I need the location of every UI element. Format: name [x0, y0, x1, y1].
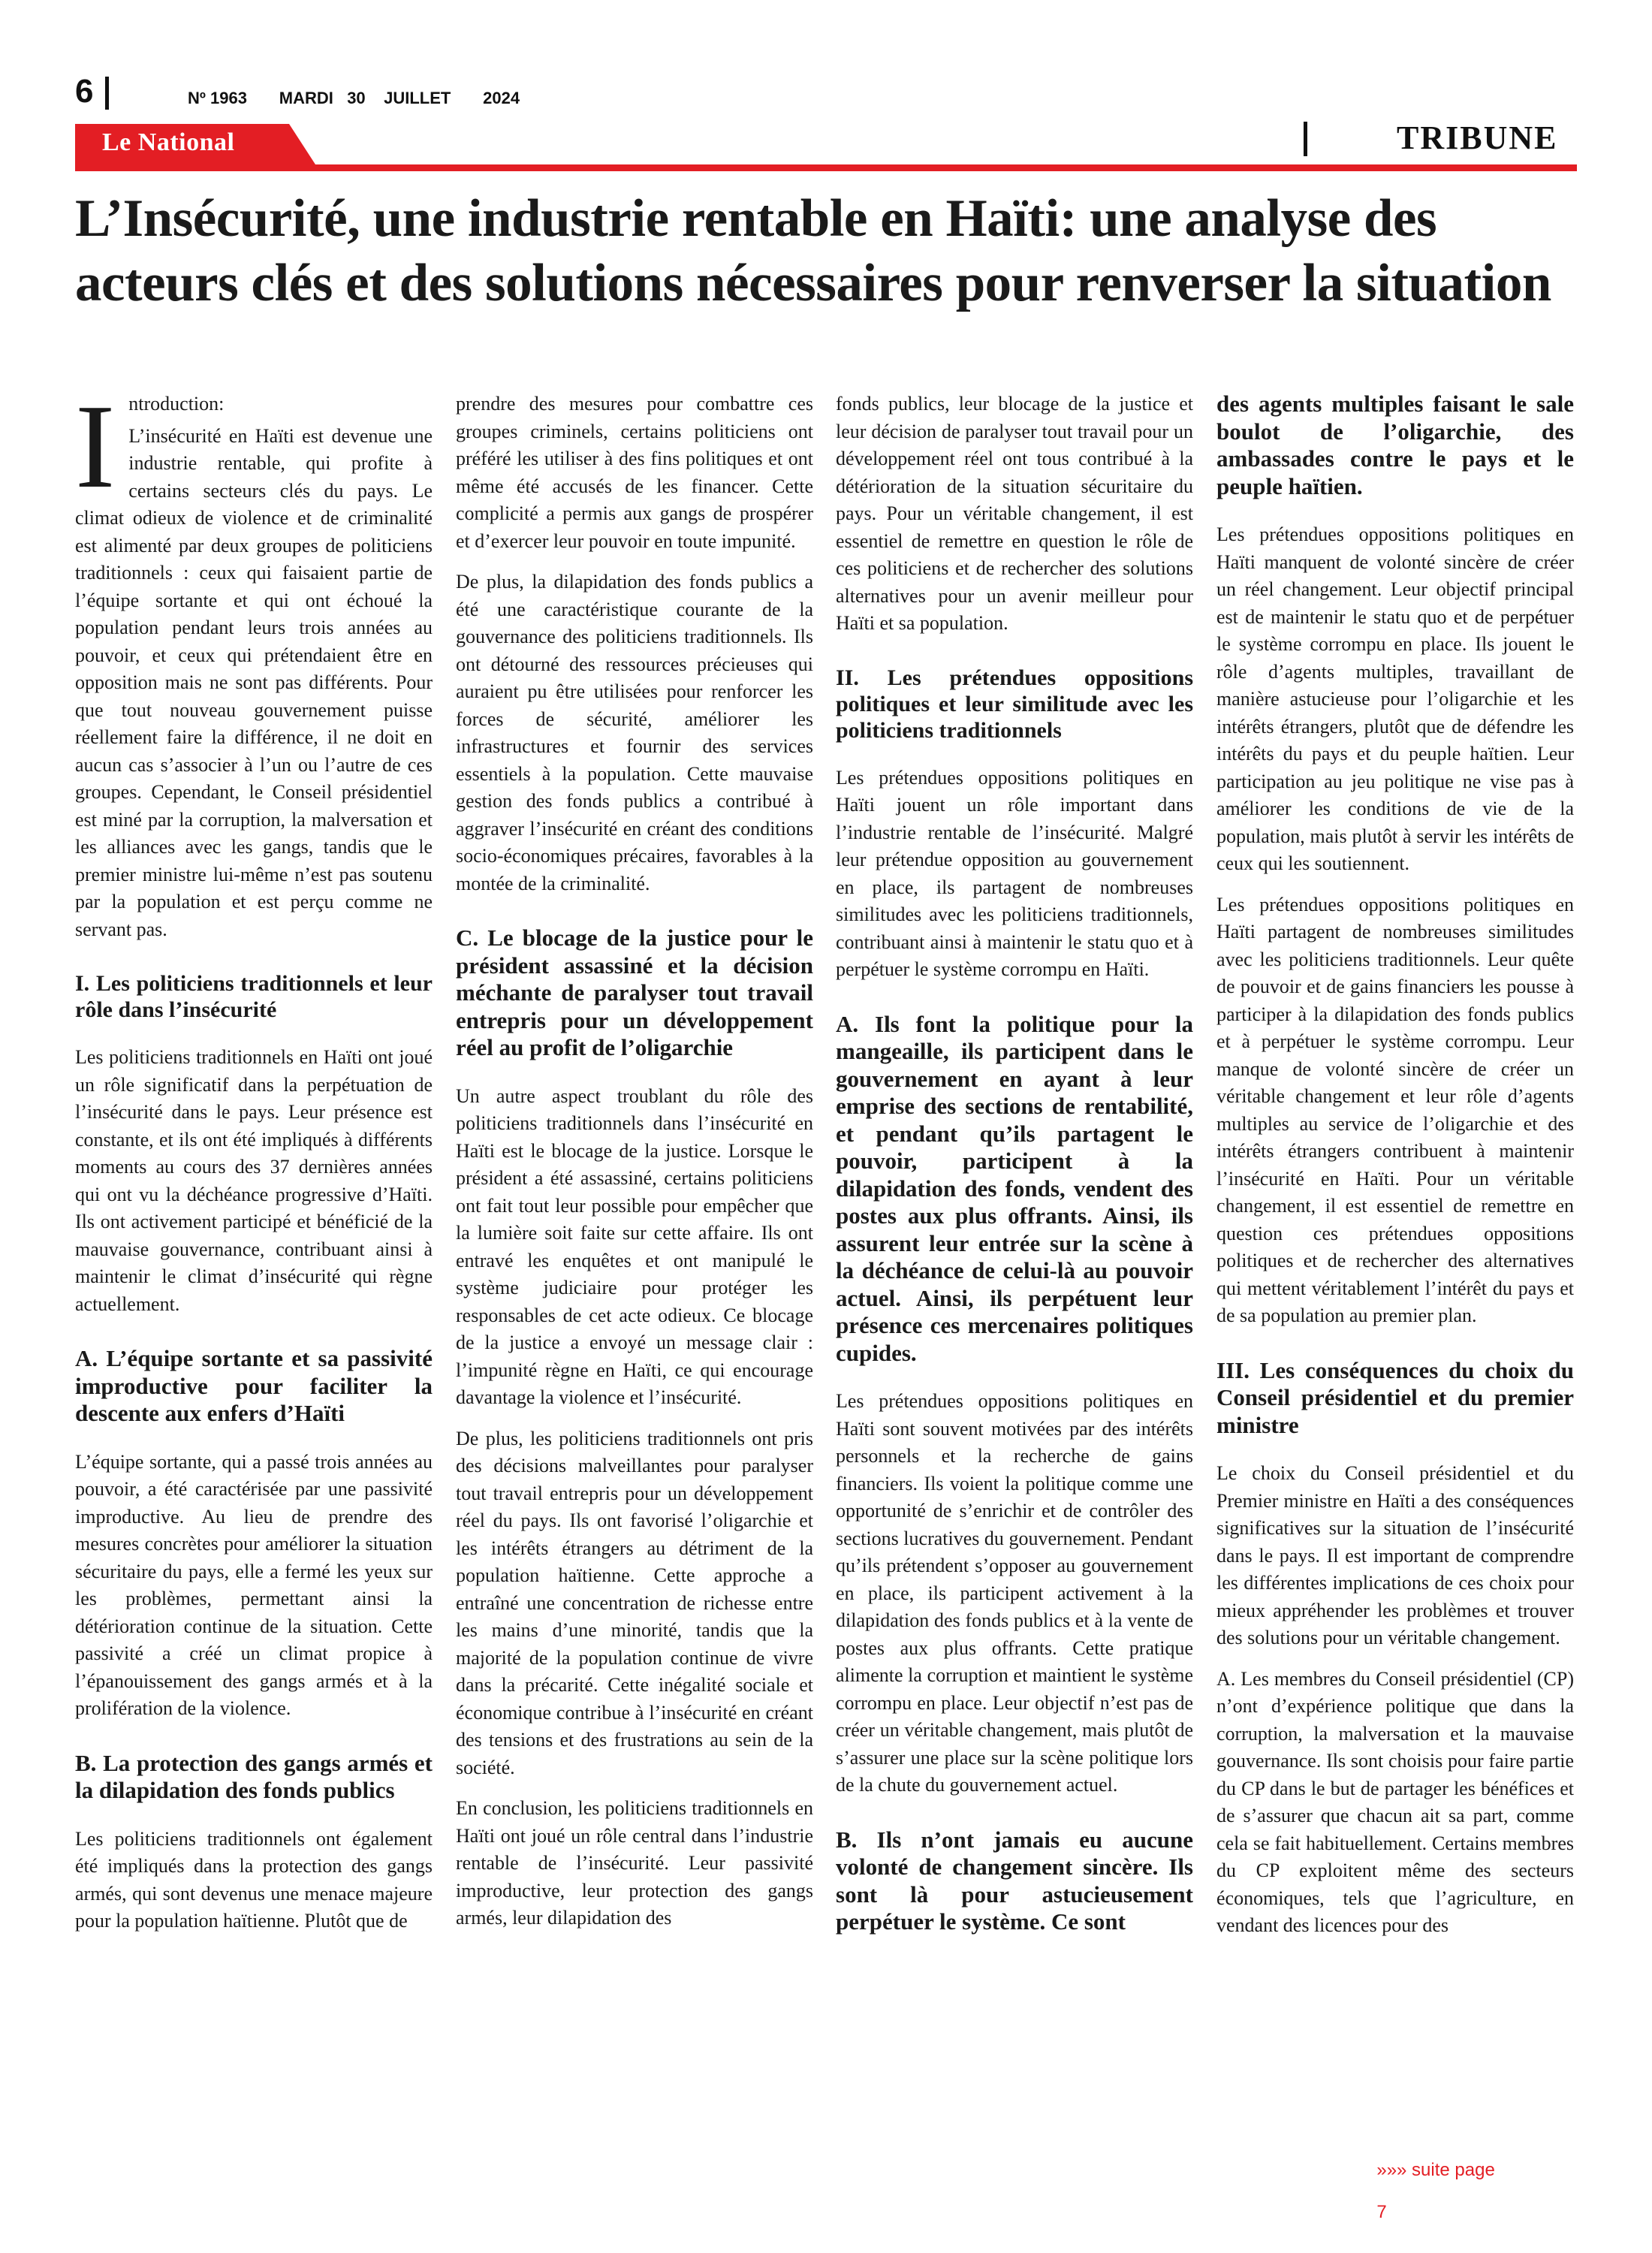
paragraph: De plus, les politiciens traditionnels ont pris des décisions malveillantes pour paralyser tout travail entrepris pour un développement réel du pays. Ils ont favorisé l’oligarchie et les intérêts étrangers au détriment de la population haïtienne. Cette approche a entraîné une concentration de richesse entre les mains d’une minorité, tandis que la majorité de la population continue de vivre dans la précarité. Cette inégalité sociale et économique contribue à l’insécurité en créant des tensions et des frustrations au sein de la société.	[456, 1427, 813, 1778]
masthead	[75, 75, 1577, 120]
paragraph: Les prétendues oppositions politiques en Haïti manquent de volonté sincère de créer un réel changement. Leur objectif principal est de maintenir le statu quo et de perpétuer le système corrompu en place. Ils jouent le rôle d’agents multiples, travaillant de manière astucieuse pour l’oligarchie et les intérêts étrangers, plutôt que de défendre les intérêts du pays et du peuple haïtien. Leur participation au jeu politique ne vise pas à améliorer les conditions de vie de la population, mais plutôt à servir les intérêts de ceux qui les soutiennent.	[1216, 523, 1574, 874]
paragraph: Les prétendues oppositions politiques en Haïti partagent de nombreuses similitudes avec les politiciens traditionnels. Leur quête de pouvoir et de gains financiers les pousse à participer à la dilapidation des fonds publics et à perpétuer le système corrompu. Leur manque de volonté sincère de créer un véritable changement et leur rôle d’agents multiples au service de l’oligarchie et des intérêts étrangers contribuent à maintenir l’insécurité en Haïti. Pour un véritable changement, il est essentiel de remettre en question ces prétendues oppositions politiques et de rechercher des alternatives qui mettent véritablement l’intérêt du pays et de sa population au premier plan.	[1216, 893, 1574, 1326]
continued-on-page-link[interactable]	[1367, 2139, 1495, 2223]
paragraph: En conclusion, les politiciens traditionnels en Haïti ont joué un rôle central dans l’industrie rentable de l’insécurité. Leur passivité improductive, leur protection des gangs armés, leur dilapidation des	[456, 1797, 813, 1929]
section-heading: I. Les politiciens traditionnels et leur rôle dans l’insécurité	[75, 971, 433, 1022]
column-1	[75, 379, 433, 1949]
paragraph: Les prétendues oppositions politiques en Haïti jouent un rôle important dans l’industrie rentable de l’insécurité. Malgré leur prétendue opposition au gouvernement en place, ils partagent de nombreuses similitudes avec les politiciens traditionnels, contribuant ainsi à maintenir le statu quo et à perpétuer le système corrompu en Haïti.	[836, 766, 1193, 980]
paragraph: prendre des mesures pour combattre ces groupes criminels, certains politiciens ont préféré les utiliser à des fins politiques et ont même été accusés de les financer. Cette complicité a permis aux gangs de prospérer et d’exercer leur pouvoir en toute impunité.	[456, 393, 813, 552]
paragraph: A. Les membres du Conseil présidentiel (CP) n’ont d’expérience politique que dans la corruption, la malversation et la mauvaise gouvernance. Ils sont choisis pour faire partie du CP dans le but de partager les bénéfices et de s’assurer que chacun ait sa part, comme cela se fait habituellement. Certains membres du CP exploitent même des secteurs économiques, tels que l’agriculture, en vendant des licences pour des	[1216, 1667, 1574, 1936]
section-divider	[1304, 122, 1307, 156]
paragraph: Le choix du Conseil présidentiel et du Premier ministre en Haïti a des conséquences significatives sur la situation de l’insécurité dans le pays. Il est important de comprendre les différentes implications de ces choix pour mieux appréhender les problèmes et trouver des solutions pour un véritable changement.	[1216, 1462, 1574, 1648]
section-heading: B. Ils n’ont jamais eu aucune volonté de changement sincère. Ils sont là pour astucieusement perpétuer le système. Ce sont	[836, 1826, 1193, 1935]
drop-cap: I	[75, 379, 116, 513]
header-rule	[75, 164, 1577, 171]
paragraph: L’insécurité en Haïti est devenue une industrie rentable, qui profite à certains secteurs clés du pays. Le climat odieux de violence et de criminalité est alimenté par deux groupes de politiciens traditionnels : ceux qui faisaient partie de l’équipe sortante et qui ont échoué la population pendant leurs trois années au pouvoir, et ceux qui prétendaient être en opposition mais ne sont pas différents. Pour que tout nouveau gouvernement puisse réellement faire la différence, il ne doit en aucun cas s’associer à l’un ou l’autre de ces groupes. Cependant, le Conseil présidentiel est miné par la corruption, la malversation et les alliances avec les gangs, tandis que le premier ministre lui-même n’est pas soutenu par la population et est perçu comme ne servant pas.	[75, 424, 433, 940]
continued-label: »»» suite page	[1376, 2160, 1495, 2180]
section-heading: C. Le blocage de la justice pour le président assassiné et la décision méchante de paralyser tout travail entrepris pour un développement réel au profit de l’oligarchie	[456, 924, 813, 1060]
paragraph: Un autre aspect troublant du rôle des politiciens traditionnels dans l’insécurité en Haïti est le blocage de la justice. Lorsque le président a été assassiné, certains politiciens ont fait tout leur possible pour empêcher que la lumière soit faite sur cette affaire. Ils ont entravé les enquêtes et ont manipulé le système judiciaire pour protéger les responsables de cet acte odieux. Ce blocage de la justice a envoyé un message clair : l’impunité règne en Haïti, ce qui encourage davantage la violence et l’insécurité.	[456, 1084, 813, 1408]
issue-line: Nº 1963 MARDI 30 JUILLET 2024	[188, 89, 520, 107]
column-2	[456, 391, 813, 1946]
section-label: TRIBUNE	[1397, 119, 1558, 156]
section-heading: des agents multiples faisant le sale boulot de l’oligarchie, des ambassades contre le pays et le peuple haïtien.	[1216, 391, 1574, 499]
paragraph: Les politiciens traditionnels ont également été impliqués dans la protection des gangs armés, qui sont devenus une menace majeure pour la population haïtienne. Plutôt que de	[75, 1827, 433, 1932]
continued-page-number: 7	[1376, 2202, 1387, 2222]
column-3	[836, 391, 1193, 1957]
section-heading: A. L’équipe sortante et sa passivité improductive pour faciliter la descente aux enfers d’Haïti	[75, 1345, 433, 1426]
paragraph: L’équipe sortante, qui a passé trois années au pouvoir, a été caractérisée par une passivité improductive. Au lieu de prendre des mesures concrètes pour améliorer la situation sécuritaire du pays, elle a fermé les yeux sur les problèmes, permettant ainsi la détérioration continue de la situation. Cette passivité a créé un climat propice à l’épanouissement des gangs armés et à la prolifération de la violence.	[75, 1450, 433, 1719]
article-title: L’Insécurité, une industrie rentable en Haïti: une analyse des acteurs clés et des solutions nécessaires pour renverser la situation	[75, 189, 1551, 312]
brand-tab	[75, 124, 315, 164]
page-number: 6	[75, 73, 94, 110]
section-heading: II. Les prétendues oppositions politiques et leur similitude avec les politiciens traditionnels	[836, 665, 1193, 743]
section-heading: III. Les conséquences du choix du Conseil présidentiel et du premier ministre	[1216, 1356, 1574, 1438]
section-heading: B. La protection des gangs armés et la dilapidation des fonds publics	[75, 1749, 433, 1803]
paragraph: De plus, la dilapidation des fonds publics a été une caractéristique courante de la gouvernance des politiciens traditionnels. Ils ont détourné des ressources précieuses qui auraient pu être utilisées pour renforcer les forces de sécurité, améliorer les infrastructures et fournir des services essentiels à la population. Cette mauvaise gestion des fonds publics a contribué à aggraver l’insécurité en créant des conditions socio-économiques précaires, favorables à la montée de la criminalité.	[456, 571, 813, 894]
paragraph: fonds publics, leur blocage de la justice et leur décision de paralyser tout travail pour un développement réel ont tous contribué à la détérioration de la situation sécuritaire du pays. Pour un véritable changement, il est essentiel de remettre en question le rôle de ces politiciens et de rechercher des solutions alternatives pour un avenir meilleur pour Haïti et sa population.	[836, 393, 1193, 634]
brand-logo: Le National	[102, 128, 235, 156]
section-heading: A. Ils font la politique pour la mangeaille, ils participent dans le gouvernement en ayant à leur emprise des sections de rentabilité, et pendant qu’ils partagent le pouvoir, participent à la dilapidation des fonds, vendent des postes aux plus offrants. Ainsi, ils assurent leur entrée sur la scène à la déchéance de celui-là au pouvoir actuel. Ainsi, ils perpétuent leur présence ces mercenaires politiques cupides.	[836, 1010, 1193, 1366]
paragraph: Les prétendues oppositions politiques en Haïti sont souvent motivées par des intérêts personnels et la recherche de gains financiers. Ils voient la politique comme une opportunité de s’enrichir et de contrôler des sections lucratives du gouvernement. Pendant qu’ils prétendent s’opposer au gouvernement en place, ils participent activement à la dilapidation des fonds publics et à la vente de postes aux plus offrants. Cette pratique alimente la corruption et maintient le système corrompu en place. Leur objectif n’est pas de créer un véritable changement, mais plutôt de s’assurer une place sur la scène politique lors de la chute du gouvernement actuel.	[836, 1390, 1193, 1796]
page-number-divider	[105, 77, 109, 110]
intro-label: ntroduction:	[128, 393, 225, 415]
paragraph: Les politiciens traditionnels en Haïti ont joué un rôle significatif dans la perpétuation de l’insécurité dans le pays. Leur présence est constante, et ils ont été impliqués à différents moments au cours des 37 dernières années qui ont vu la déchéance progressive d’Haïti. Ils ont activement participé et bénéficié de la mauvaise gouvernance, contribuant ainsi à maintenir le climat d’insécurité qui règne actuellement.	[75, 1046, 433, 1315]
column-4	[1216, 391, 1574, 1953]
